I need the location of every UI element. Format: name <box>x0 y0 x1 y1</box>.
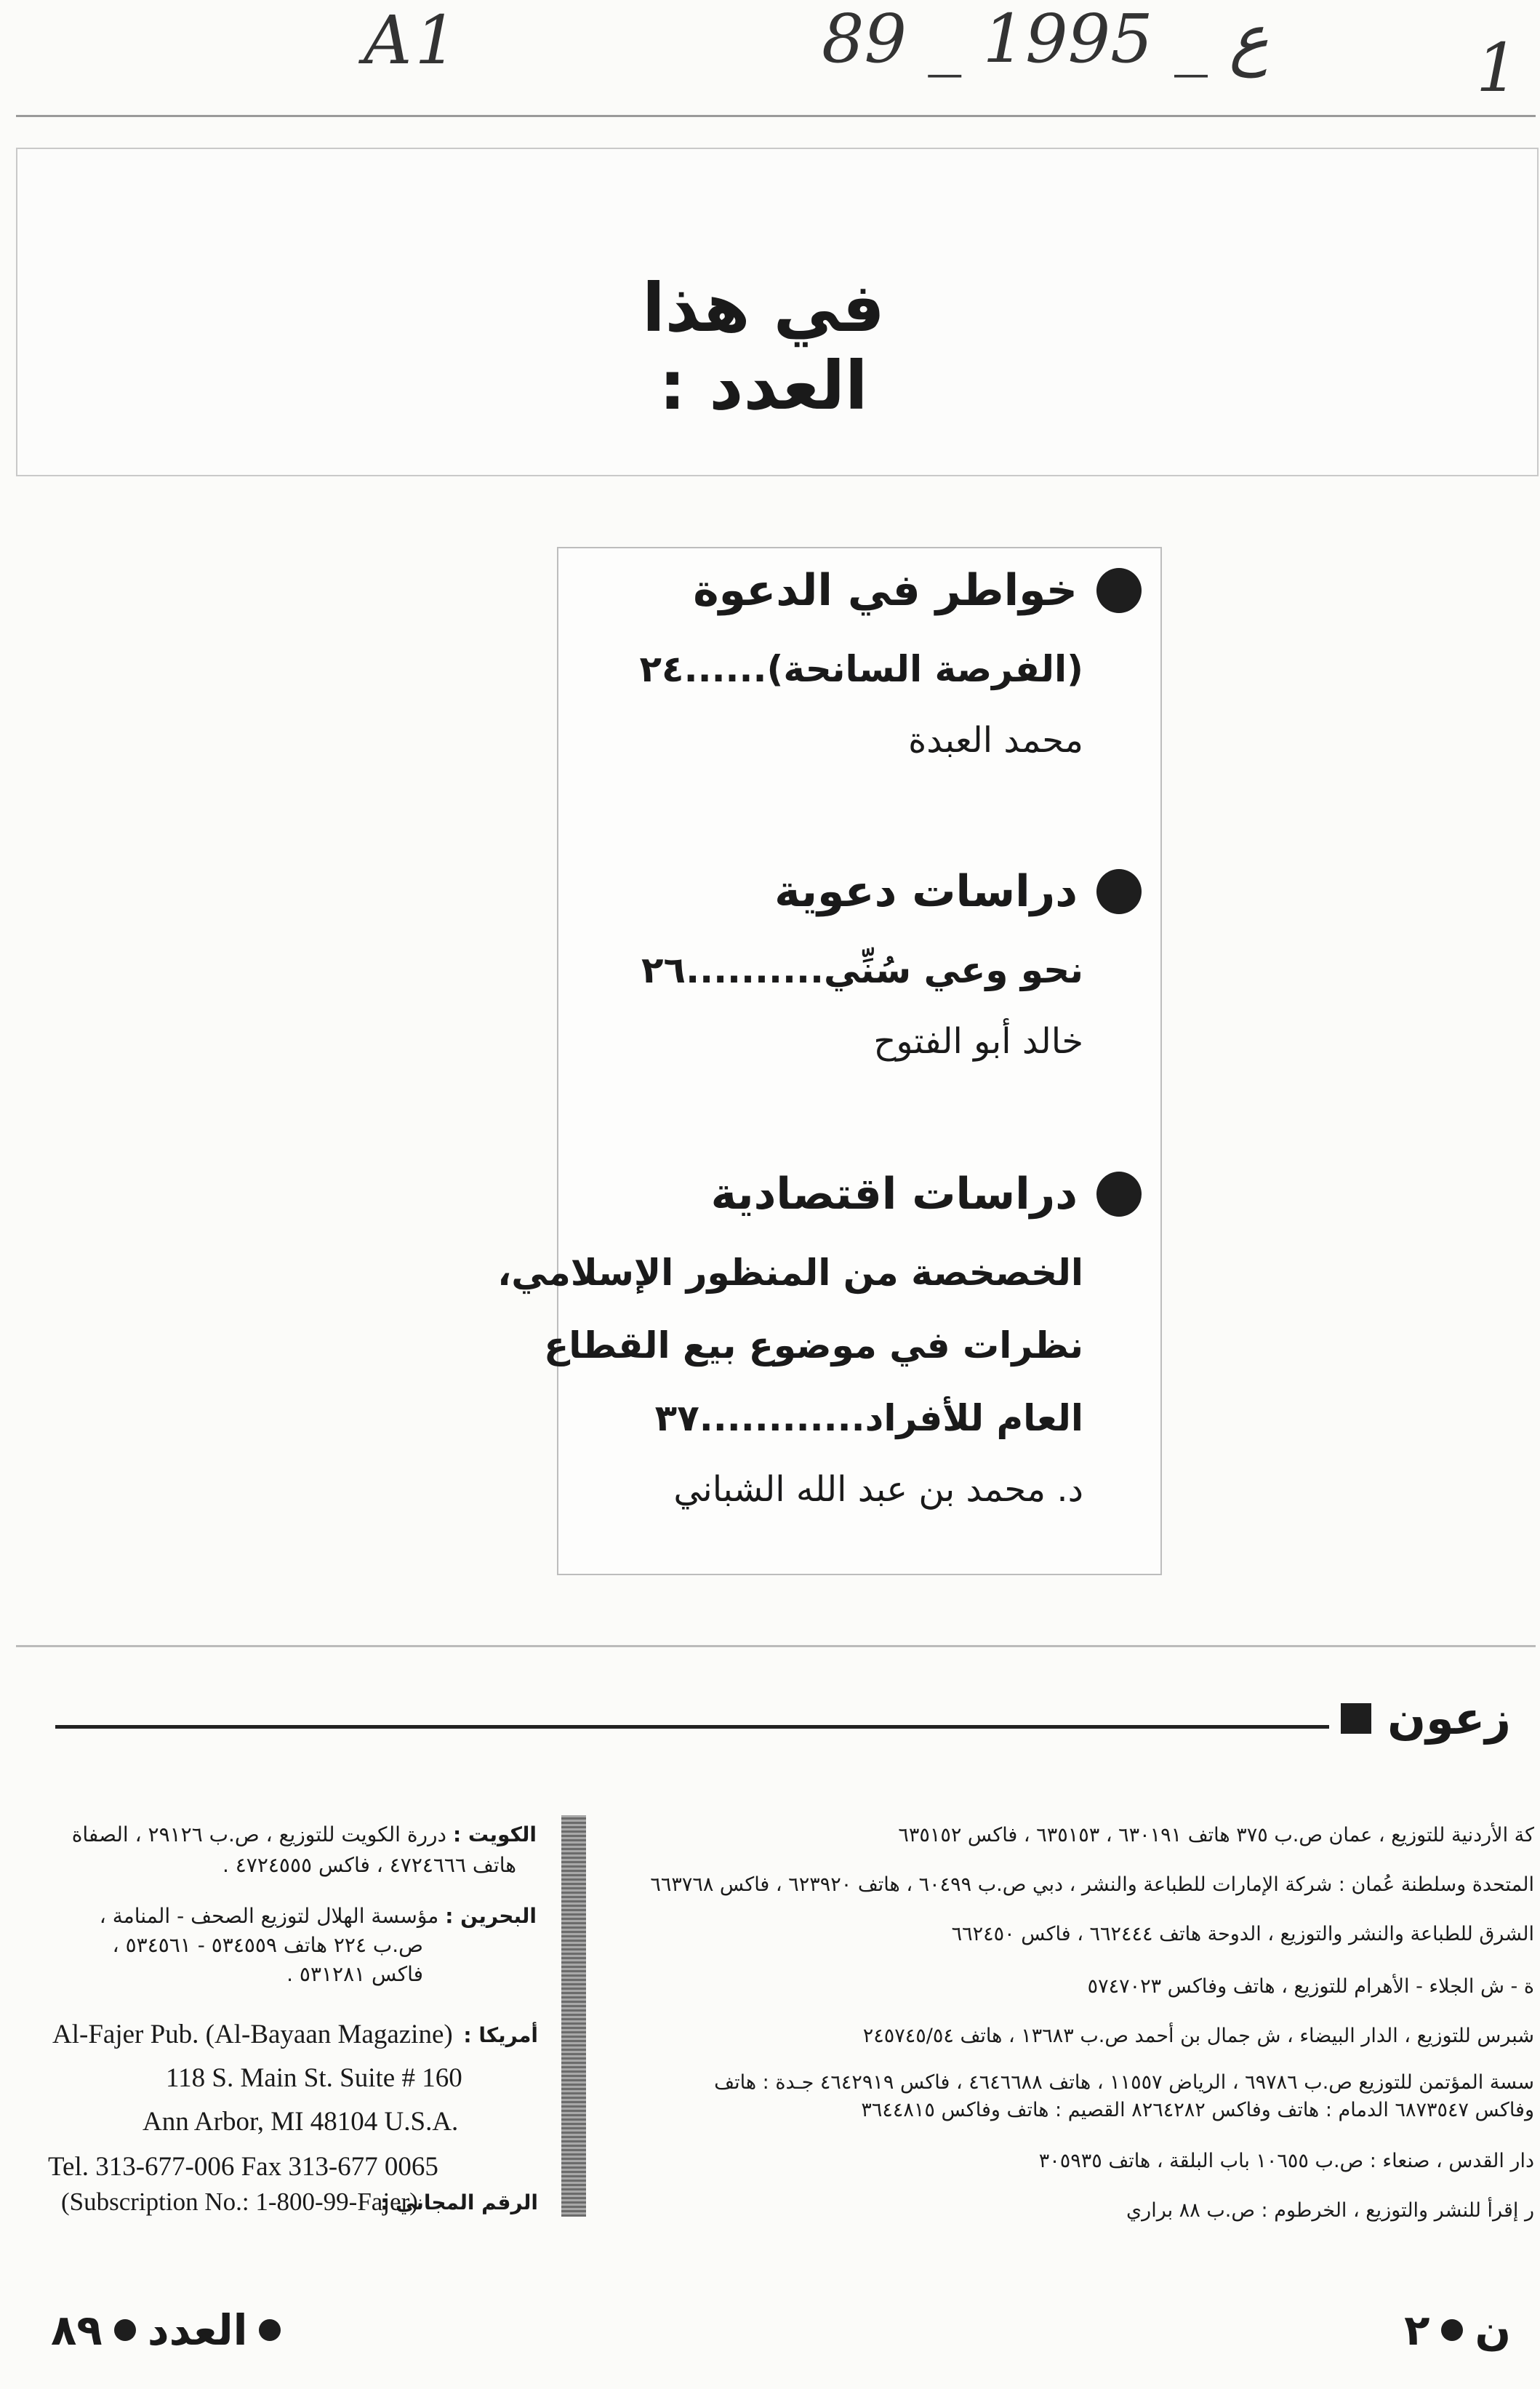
article-title: (الفرصة السانحة) <box>766 648 1083 690</box>
bullet-icon <box>1096 568 1142 613</box>
subscription-number: (Subscription No.: 1-800-99-Fajer) <box>61 2188 418 2216</box>
usa-line: Al-Fajer Pub. (Al-Bayaan Magazine) <box>52 2020 453 2049</box>
page-number: ٢٦ <box>641 949 686 991</box>
bahrain-block <box>100 1904 537 1928</box>
top-rule <box>16 115 1536 117</box>
kuwait-label: الكويت : <box>452 1822 537 1846</box>
issue-title: في هذا العدد : <box>642 269 885 425</box>
section-heading <box>557 863 1159 921</box>
kuwait-line: دررة الكويت للتوزيع ، ص.ب ٢٩١٢٦ ، الصفاة <box>71 1822 447 1846</box>
contents-section-3 <box>497 1165 1159 1524</box>
distributors-header <box>1341 1692 1511 1745</box>
dot-icon <box>259 2319 281 2341</box>
distributor-line: ة - ش الجلاء - الأهرام للتوزيع ، هاتف وفاكس ٥٧٤٧٠٢٣ <box>1087 1975 1534 1998</box>
leader-dots: ...... <box>683 648 767 690</box>
distributor-line: المتحدة وسلطنة عُمان : شركة الإمارات للطباعة والنشر ، دبي ص.ب ٦٠٤٩٩ ، هاتف ٦٢٣٩٢٠ ، فاكس ٦٦٣٧٦٨ <box>650 1873 1534 1896</box>
usa-line: Tel. 313-677-006 Fax 313-677 0065 <box>48 2152 438 2182</box>
column-divider <box>561 1815 586 2217</box>
bullet-icon <box>1096 869 1142 914</box>
article-title: نحو وعي سُنِّي <box>824 949 1083 991</box>
kuwait-line-2: هاتف ٤٧٢٤٦٦٦ ، فاكس ٤٧٢٤٥٥٥ . <box>222 1853 516 1877</box>
footer-page <box>1404 2305 1511 2355</box>
distributors-rule <box>55 1725 1329 1729</box>
article-title-line <box>497 1236 1159 1309</box>
article-title-line <box>557 934 1159 1007</box>
usa-label: أمريكا : <box>463 2023 538 2047</box>
article-title: الخصخصة من المنظور الإسلامي، <box>497 1252 1083 1294</box>
footer-page-number: ٢ <box>1404 2305 1430 2355</box>
section-heading <box>557 1165 1159 1223</box>
handwritten-code-right: 1 <box>1476 29 1522 107</box>
article-title-line <box>557 633 1159 705</box>
bahrain-label: البحرين : <box>445 1904 537 1928</box>
dot-icon <box>1441 2319 1463 2341</box>
handwritten-date: 89 _ ع _ 1995 <box>822 0 1270 78</box>
distributor-line: وفاكس ٦٨٧٣٥٤٧ الدمام : هاتف وفاكس ٨٢٦٤٢٨٢ القصيم : هاتف وفاكس ٣٦٤٤٨١٥ <box>861 2099 1534 2121</box>
footer-issue-label: العدد <box>147 2305 248 2355</box>
square-bullet-icon <box>1341 1703 1371 1734</box>
usa-line: 118 S. Main St. Suite # 160 <box>166 2063 462 2093</box>
kuwait-block <box>72 1822 537 1846</box>
footer-issue <box>51 2305 281 2355</box>
bullet-icon <box>1096 1172 1142 1217</box>
distributors-title: زعون <box>1387 1692 1511 1745</box>
section-heading <box>557 561 1159 620</box>
distributor-line: شبرس للتوزيع ، الدار البيضاء ، ش جمال بن أحمد ص.ب ١٣٦٨٣ ، هاتف ٢٤٥٧٤٥/٥٤ <box>862 2025 1534 2047</box>
handwritten-code-left: A1 <box>364 1 460 79</box>
article-author: خالد أبو الفتوح <box>873 1021 1083 1062</box>
free-number-label: الرقم المجاني : <box>380 2190 538 2214</box>
bahrain-line-3: فاكس ٥٣١٢٨١ . <box>286 1962 423 1986</box>
distributor-line: دار القدس ، صنعاء : ص.ب ١٠٦٥٥ باب البلقة ، هاتف ٣٠٥٩٣٥ <box>1038 2150 1534 2172</box>
article-title: نظرات في موضوع بيع القطاع <box>544 1324 1083 1366</box>
distributor-line: الشرق للطباعة والنشر والتوزيع ، الدوحة هاتف ٦٦٢٤٤٤ ، فاكس ٦٦٢٤٥٠ <box>951 1923 1534 1945</box>
page-number: ٣٧ <box>654 1397 699 1439</box>
section-title: دراسات اقتصادية <box>710 1169 1078 1220</box>
page-number: ٢٤ <box>639 648 684 690</box>
footer-page-label: ن <box>1475 2305 1511 2355</box>
distributor-line: كة الأردنية للتوزيع ، عمان ص.ب ٣٧٥ هاتف ٦٣٠١٩١ ، ٦٣٥١٥٣ ، فاكس ٦٣٥١٥٢ <box>898 1824 1534 1846</box>
article-author: محمد العبدة <box>908 720 1083 761</box>
article-title: العام للأفراد <box>865 1397 1083 1439</box>
leader-dots: ............ <box>699 1397 865 1439</box>
article-title-line <box>557 1382 1159 1454</box>
bahrain-line: مؤسسة الهلال لتوزيع الصحف - المنامة ، <box>99 1904 439 1928</box>
article-title-line <box>544 1309 1159 1382</box>
article-author: د. محمد بن عبد الله الشباني <box>673 1469 1083 1510</box>
section-title: دراسات دعوية <box>774 866 1078 917</box>
section-title: خواطر في الدعوة <box>693 565 1078 616</box>
contents-section-2 <box>557 863 1159 1076</box>
distributor-line: ر إقرأ للنشر والتوزيع ، الخرطوم : ص.ب ٨٨ براري <box>1126 2199 1534 2222</box>
footer-issue-number: ٨٩ <box>51 2305 103 2355</box>
leader-dots: .......... <box>686 949 825 991</box>
contents-section-1 <box>557 561 1159 775</box>
section-rule <box>16 1645 1536 1647</box>
dot-icon <box>114 2319 136 2341</box>
bahrain-line-2: ص.ب ٢٢٤ هاتف ٥٣٤٥٥٩ - ٥٣٤٥٦١ ، <box>112 1933 423 1957</box>
distributor-line: سسة المؤتمن للتوزيع ص.ب ٦٩٧٨٦ ، الرياض ١١٥٥٧ ، هاتف ٤٦٤٦٦٨٨ ، فاكس ٤٦٤٢٩١٩ جـدة : هاتف <box>714 2071 1534 2094</box>
usa-line: Ann Arbor, MI 48104 U.S.A. <box>143 2107 459 2137</box>
